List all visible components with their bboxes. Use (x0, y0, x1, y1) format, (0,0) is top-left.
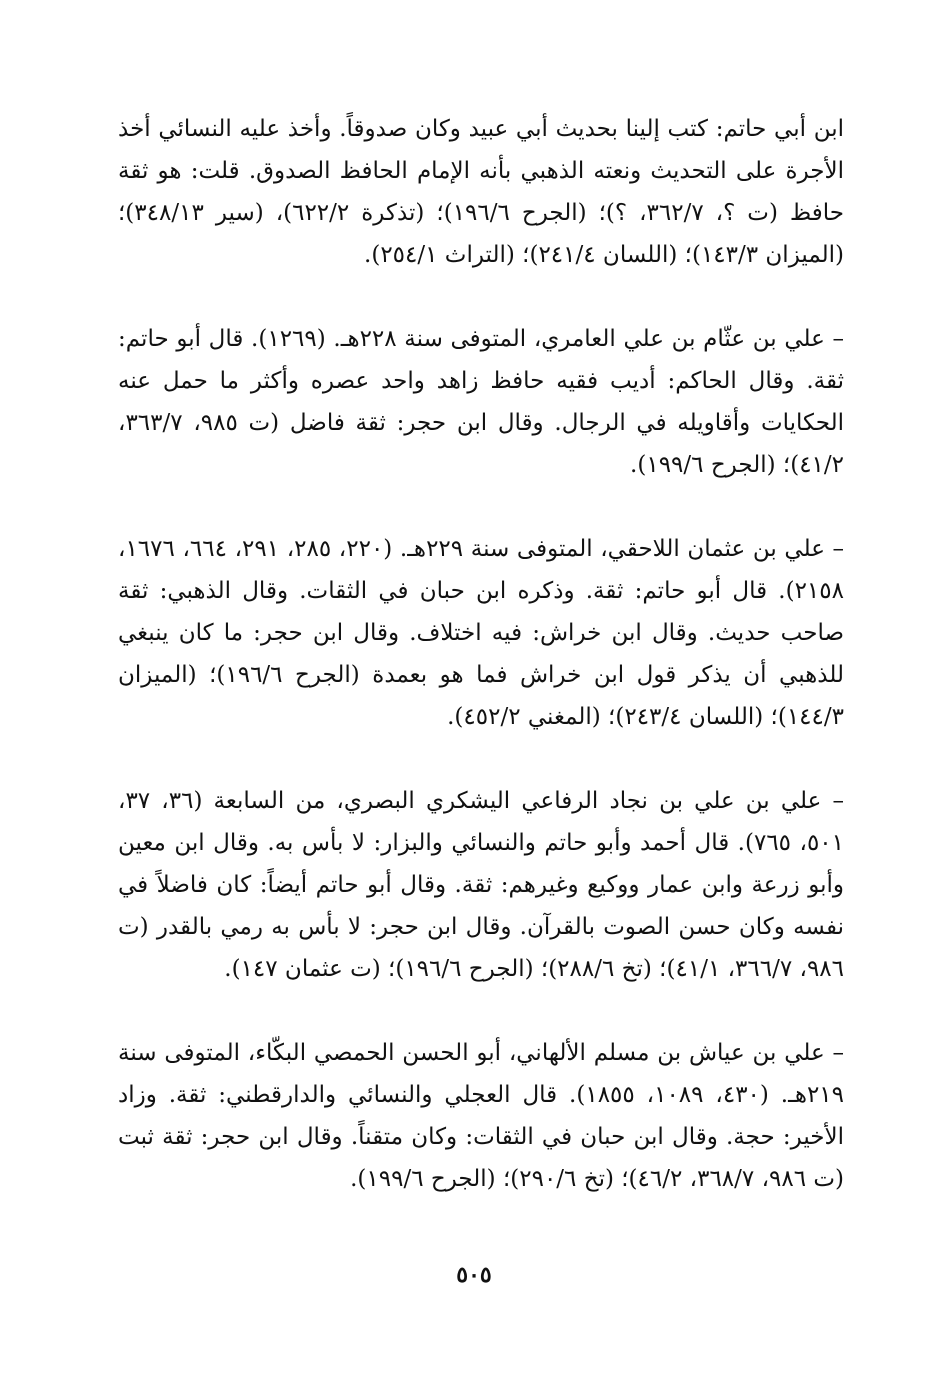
page-number: ٥٠٥ (456, 1262, 492, 1288)
page-body (118, 108, 844, 1200)
entry-paragraph: ابن أبي حاتم: كتب إلينا بحديث أبي عبيد وكان صدوقاً. وأخذ عليه النسائي أخذ الأجرة على التحديث ونعته الذهبي بأنه الإمام الحافظ الصدوق. قلت: هو ثقة حافظ (ت ؟، ٣٦٢/٧، ؟)؛ (الجرح ١٩٦/٦)؛ (تذكرة ٦٢٢/٢)، (سير ٣٤٨/١٣)؛ (الميزان ١٤٣/٣)؛ (اللسان ٢٤١/٤)؛ (التراث ٢٥٤/١). (118, 116, 844, 268)
entry-paragraph: – علي بن عثّام بن علي العامري، المتوفى سنة ٢٢٨هـ. (١٢٦٩). قال أبو حاتم: ثقة. وقال الحاكم: أديب فقيه حافظ زاهد واحد عصره وأكثر ما حمل عنه الحكايات وأقاويله في الرجال. وقال ابن حجر: ثقة فاضل (ت ٩٨٥، ٣٦٣/٧، ٤١/٢)؛ (الجرح ١٩٩/٦). (118, 326, 844, 478)
entry-paragraph: – علي بن عثمان اللاحقي، المتوفى سنة ٢٢٩هـ. (٢٢٠، ٢٨٥، ٢٩١، ٦٦٤، ١٦٧٦، ٢١٥٨). قال أبو حاتم: ثقة. وذكره ابن حبان في الثقات. وقال الذهبي: ثقة صاحب حديث. وقال ابن خراش: فيه اختلاف. وقال ابن حجر: ما كان ينبغي للذهبي أن يذكر قول ابن خراش فما هو بعمدة (الجرح ١٩٦/٦)؛ (الميزان ١٤٤/٣)؛ (اللسان ٢٤٣/٤)؛ (المغني ٤٥٢/٢). (118, 536, 845, 730)
entry-paragraph: – علي بن علي بن نجاد الرفاعي اليشكري البصري، من السابعة (٣٦، ٣٧، ٥٠١، ٧٦٥). قال أحمد وأبو حاتم والنسائي والبزار: لا بأس به. وقال ابن معين وأبو زرعة وابن عمار ووكيع وغيرهم: ثقة. وقال أبو حاتم أيضاً: كان فاضلاً في نفسه وكان حسن الصوت بالقرآن. وقال ابن حجر: لا بأس به رمي بالقدر (ت ٩٨٦، ٣٦٦/٧، ٤١/١)؛ (تخ ٢٨٨/٦)؛ (الجرح ١٩٦/٦)؛ (ت عثمان ١٤٧). (118, 788, 844, 982)
entry-paragraph: – علي بن عياش بن مسلم الألهاني، أبو الحسن الحمصي البكّاء، المتوفى سنة ٢١٩هـ. (٤٣٠، ١٠٨٩، ١٨٥٥). قال العجلي والنسائي والدارقطني: ثقة. وزاد الأخير: حجة. وقال ابن حبان في الثقات: وكان متقناً. وقال ابن حجر: ثقة ثبت (ت ٩٨٦، ٣٦٨/٧، ٤٦/٢)؛ (تخ ٢٩٠/٦)؛ (الجرح ١٩٩/٦). (118, 1040, 845, 1192)
